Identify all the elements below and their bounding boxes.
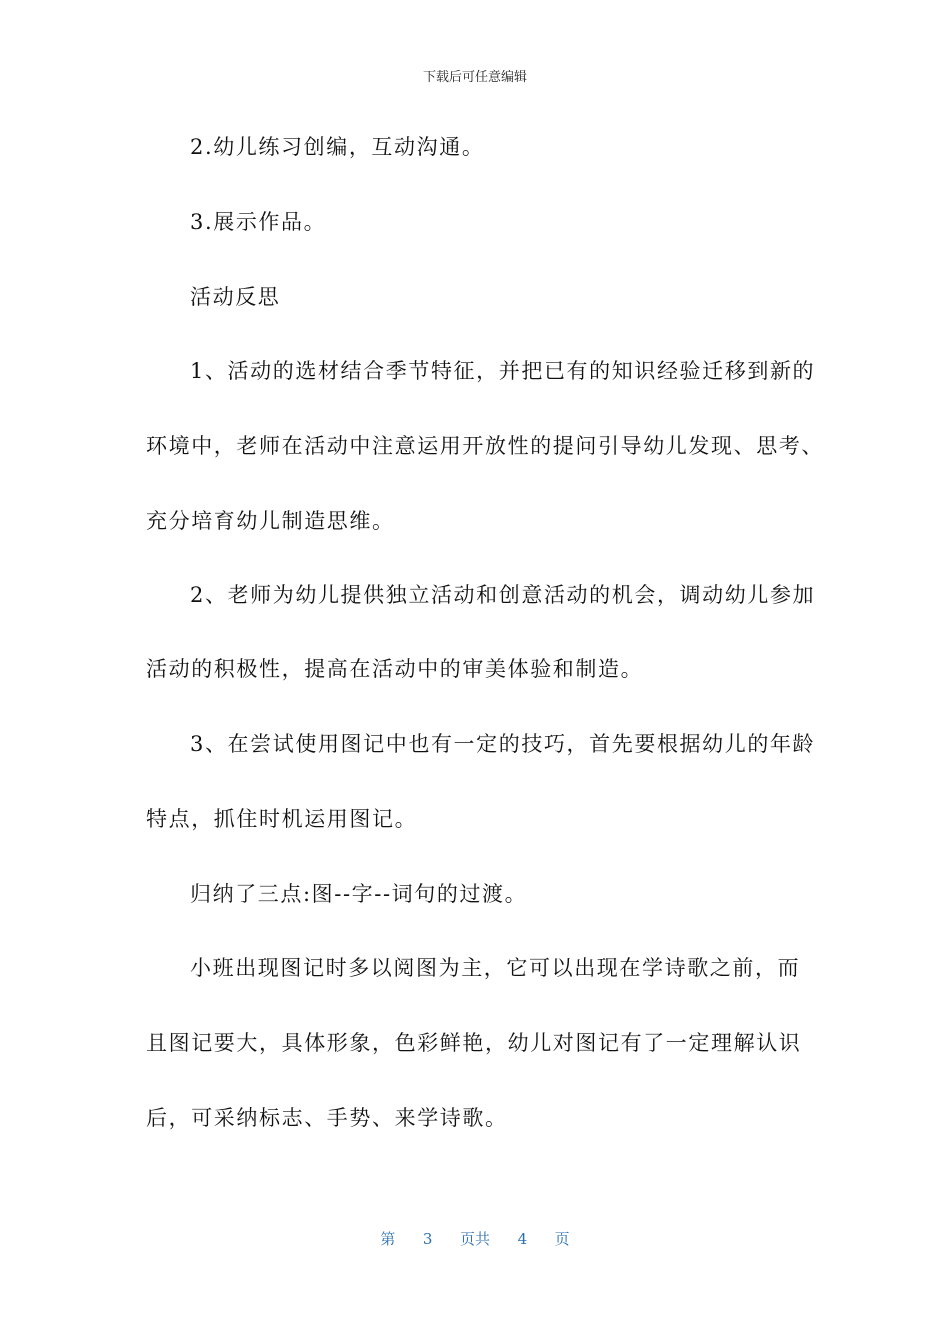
paragraph-line: 归纳了三点:图--字--词句的过渡。 bbox=[190, 882, 528, 906]
paragraph-line: 充分培育幼儿制造思维。 bbox=[146, 509, 395, 533]
paragraph-line: 2、老师为幼儿提供独立活动和创意活动的机会，调动幼儿参加 bbox=[190, 583, 816, 607]
paragraph-line: 3.展示作品。 bbox=[190, 210, 327, 234]
footer-label-of: 页共 bbox=[459, 1230, 490, 1248]
paragraph-line: 2.幼儿练习创编，互动沟通。 bbox=[190, 135, 485, 159]
footer-current-page: 3 bbox=[422, 1230, 433, 1248]
paragraph-line: 且图记要大，具体形象，色彩鲜艳，幼儿对图记有了一定理解认识 bbox=[146, 1031, 802, 1055]
paragraph-line: 3、在尝试使用图记中也有一定的技巧，首先要根据幼儿的年龄 bbox=[190, 732, 816, 756]
footer-total-pages: 4 bbox=[517, 1230, 528, 1248]
paragraph-line: 小班出现图记时多以阅图为主，它可以出现在学诗歌之前，而 bbox=[190, 956, 801, 980]
paragraph-line: 后，可采纳标志、手势、来学诗歌。 bbox=[146, 1106, 508, 1130]
footer-label-page: 第 bbox=[380, 1230, 396, 1248]
page-header: 下载后可任意编辑 bbox=[422, 70, 527, 85]
paragraph-line: 1、活动的选材结合季节特征，并把已有的知识经验迁移到新的 bbox=[190, 359, 816, 383]
paragraph-line: 特点，抓住时机运用图记。 bbox=[146, 807, 418, 831]
paragraph-line: 活动的积极性，提高在活动中的审美体验和制造。 bbox=[146, 657, 644, 681]
page-footer bbox=[0, 1228, 950, 1249]
footer-label-end: 页 bbox=[554, 1230, 570, 1248]
paragraph-line: 环境中，老师在活动中注意运用开放性的提问引导幼儿发现、思考、 bbox=[146, 434, 824, 458]
section-heading: 活动反思 bbox=[190, 285, 281, 309]
